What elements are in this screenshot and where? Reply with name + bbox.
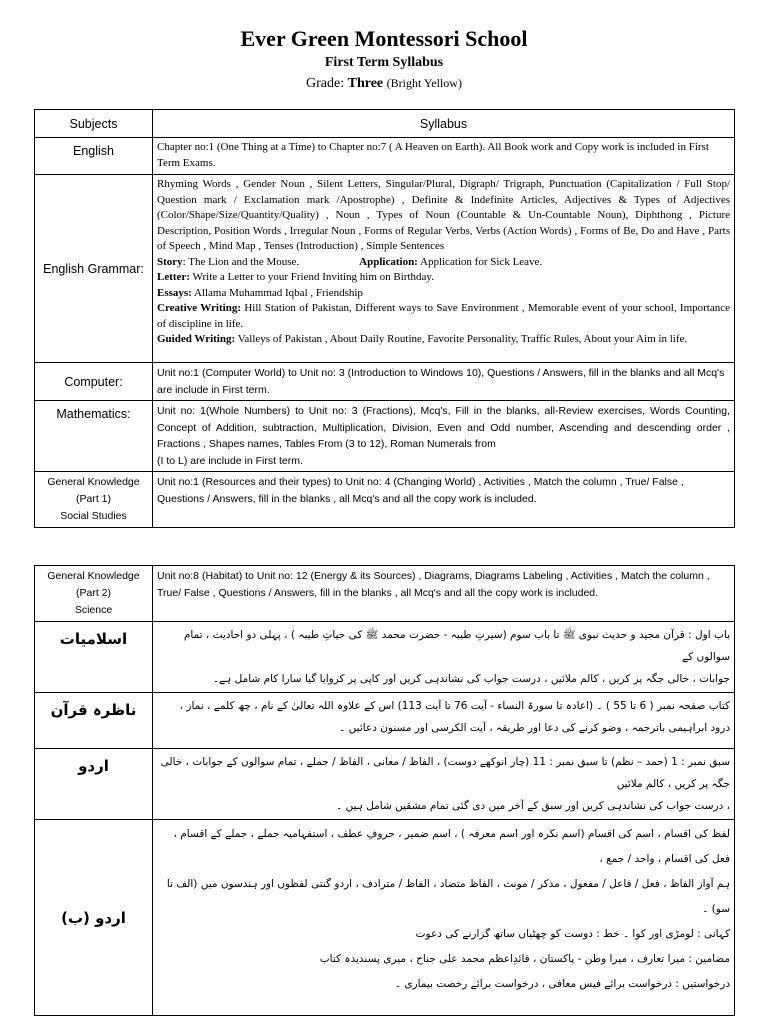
subject-english-grammar: English Grammar: bbox=[35, 175, 153, 363]
grammar-guided-line bbox=[157, 332, 730, 348]
syllabus-header: Syllabus bbox=[153, 110, 735, 138]
urdu-line2: ، درست جواب کی نشاندہی کریں اور سبق کے آخر میں دی گئی تمام مشقیں شامل ہیں ۔ bbox=[336, 800, 730, 812]
urdu-b-line3: کہانی : لومڑی اور کوا ۔ خط : دوست کو چھٹیاں ساتھ گزارنے کی دعوت bbox=[415, 928, 730, 940]
subject-urdu: اردو bbox=[35, 749, 153, 820]
syllabus-table-1 bbox=[34, 109, 735, 528]
creative-text: Hill Station of Pakistan, Different ways to Save Environment , Memorable event of your school, Importance of discipline in life. bbox=[157, 302, 730, 330]
grade-label: Grade: bbox=[306, 76, 345, 91]
application-label: Application: bbox=[359, 255, 418, 268]
syllabus-english-grammar bbox=[153, 175, 735, 363]
guided-text: Valleys of Pakistan , About Daily Routine, Favorite Personality, Traffic Rules, About your Aim in life. bbox=[235, 333, 688, 345]
syllabus-mathematics bbox=[153, 401, 735, 472]
urdu-b-line5: درخواستیں : درخواست برائے فیس معافی ، درخواست برائے رخصت بیماری ۔ bbox=[394, 978, 730, 990]
table-row bbox=[35, 138, 735, 175]
table-row bbox=[35, 622, 735, 693]
subject-gk-part1 bbox=[35, 472, 153, 528]
guided-label: Guided Writing: bbox=[157, 333, 236, 345]
table-row bbox=[35, 175, 735, 363]
grammar-topics: Rhyming Words , Gender Noun , Silent Letters, Singular/Plural, Digraph/ Trigraph, Punctuation (Capitalization / Full Stop/ Question mark / Exclamation mark /Apostrophe) , Definite & Indefinite Articles, Adjectives & Types of Adjectives (Color/Shape/Size/Quantity/Quality) , Noun , Types of Noun (Countable & Un-Countable Noun), Diphthong , Picture Description, Position Words , Irregular Noun , Forms of Regular Verbs, Verbs (Action Words) , Forms of Be, Do and Have , Parts of Speech , Mind Map , Tenses (Introduction) , Simple Sentences bbox=[157, 178, 730, 252]
subject-urdu-b: اردو (ب) bbox=[35, 820, 153, 1016]
urdu-b-line1: لفظ کی اقسام ، اسم کی اقسام (اسم نکرہ اور اسم معرفہ ) ، اسم ضمیر ، حروفِ عطف ، استفہامیہ جملے ، جملے کے اقسام ، فعل کی اقسام ، واحد / جمع ، bbox=[173, 828, 730, 865]
grammar-essays-line bbox=[157, 286, 730, 302]
gk1-line2: (Part 1) bbox=[75, 493, 111, 505]
term-title: First Term Syllabus bbox=[324, 55, 444, 70]
gk2-line3: Science bbox=[74, 604, 113, 616]
table-header-row bbox=[35, 110, 735, 138]
mathematics-text-2: (I to L) are include in First term. bbox=[157, 454, 303, 467]
table-row bbox=[35, 820, 735, 1016]
grammar-letter-line bbox=[157, 270, 730, 286]
document-header bbox=[0, 26, 768, 93]
table-row bbox=[35, 401, 735, 472]
story-text: : The Lion and the Mouse. bbox=[182, 255, 300, 268]
grammar-creative-line bbox=[157, 301, 730, 332]
syllabus-urdu-b bbox=[153, 820, 735, 1016]
gk1-line3: Social Studies bbox=[60, 510, 127, 522]
letter-text: Write a Letter to your Friend Inviting him on Birthday. bbox=[189, 271, 434, 283]
essays-text: Allama Muhammad Iqbal , Friendship bbox=[191, 286, 363, 299]
islamiyat-line1: باب اول : قرآن مجید و حدیث نبوی ﷺ تا باب سوم (سیرتِ طیبہ - حضرت محمد ﷺ کی حیاتِ طیبہ ) ، پہلی دو احادیث ، تمام سوالوں کے bbox=[183, 629, 730, 663]
nazra-line2: درود ابراہیمی باترجمہ ، وضو کرنے کی دعا اور طریقہ ، آیت الکرسی اور مسنون دعائیں ۔ bbox=[339, 722, 730, 734]
syllabus-urdu bbox=[153, 749, 735, 820]
syllabus-islamiyat bbox=[153, 622, 735, 693]
subject-gk-part2 bbox=[35, 566, 153, 622]
essays-label: Essays: bbox=[157, 286, 192, 299]
syllabus-computer: Unit no:1 (Computer World) to Unit no: 3 (Introduction to Windows 10), Questions / Answers, fill in the blanks and all Mcq's are include in First term. bbox=[153, 363, 735, 401]
nazra-line1: کتاب صفحہ نمبر ( 6 تا 55 ) ۔ (اعادہ تا سورۃ النساء - آیت 76 تا آیت 113) اس کے علاوہ اللہ تعالیٰ کے نام ، چھ کلمے ، نماز ، bbox=[179, 700, 730, 712]
subject-mathematics: Mathematics: bbox=[35, 401, 153, 472]
islamiyat-line2: جوابات ، خالی جگہ پر کریں ، کالم ملائیں ، درست جواب کی نشاندہی کریں اور کاپی پر کروایا گیا سارا کام شامل ہے۔ bbox=[212, 673, 730, 685]
subject-english: English bbox=[35, 138, 153, 175]
urdu-line1: سبق نمبر : 1 (حمد – نظم) تا سبق نمبر : 11 (چار انوکھے دوست) ، الفاظ / معانی ، الفاظ / جملے ، تمام سوالوں کے جوابات ، خالی جگہ پر کریں ، کالم ملائیں bbox=[160, 756, 730, 790]
table-row bbox=[35, 566, 735, 622]
gk2-line2: (Part 2) bbox=[75, 587, 111, 599]
letter-label: Letter: bbox=[157, 271, 190, 283]
subject-islamiyat: اسلامیات bbox=[35, 622, 153, 693]
gk1-line1: General Knowledge bbox=[47, 476, 140, 488]
table-row bbox=[35, 363, 735, 401]
syllabus-nazra-quran bbox=[153, 693, 735, 749]
grammar-story-line bbox=[157, 255, 730, 271]
syllabus-table-2 bbox=[34, 565, 735, 1016]
table-row bbox=[35, 693, 735, 749]
application-text: Application for Sick Leave. bbox=[417, 255, 543, 268]
urdu-b-line4: مضامین : میرا تعارف ، میرا وطن - پاکستان ، قائدِاعظم محمد علی جناح ، میری پسندیدہ کتاب bbox=[319, 953, 730, 965]
syllabus-gk-part2: Unit no:8 (Habitat) to Unit no: 12 (Energy & its Sources) , Diagrams, Diagrams Labeling , Activities , Match the column , True/ False , Questions / Answers, fill in the blanks , all Mcq's and all the copy work is included. bbox=[153, 566, 735, 622]
mathematics-text: Unit no: 1(Whole Numbers) to Unit no: 3 (Fractions), Mcq's, Fill in the blanks, all-Review exercises, Words Counting, Concept of Addition, subtraction, Multiplication, Division, Even and Odd number, Ascending and descending order , Fractions , Shapes names, Tables From (3 to 12), Roman Numerals from bbox=[157, 405, 730, 450]
story-label: Story bbox=[157, 255, 183, 268]
subjects-header: Subjects bbox=[35, 110, 153, 138]
syllabus-gk-part1: Unit no:1 (Resources and their types) to Unit no: 4 (Changing World) , Activities , Match the column , True/ False , Questions / Answers, fill in the blanks , all Mcq's and all the copy work is included. bbox=[153, 472, 735, 528]
table-row bbox=[35, 749, 735, 820]
grade-value: Three bbox=[347, 76, 384, 91]
grade-line bbox=[0, 74, 768, 93]
subject-computer: Computer: bbox=[35, 363, 153, 401]
syllabus-english: Chapter no:1 (One Thing at a Time) to Chapter no:7 ( A Heaven on Earth). All Book work and Copy work is included in First Term Exams. bbox=[153, 138, 735, 175]
creative-label: Creative Writing: bbox=[157, 302, 241, 314]
school-name: Ever Green Montessori School bbox=[240, 26, 528, 51]
grade-note: (Bright Yellow) bbox=[386, 76, 462, 90]
subject-nazra-quran: ناظرہ قرآن bbox=[35, 693, 153, 749]
table-row bbox=[35, 472, 735, 528]
urdu-b-line2: ہم آواز الفاظ ، فعل / فاعل / مفعول ، مذکر / مونث ، الفاظ متضاد ، الفاظ / مترادف ، اردو گنتی لفظوں اور ہندسوں میں (الف تا سو) ۔ bbox=[166, 878, 730, 915]
gk2-line1: General Knowledge bbox=[47, 570, 140, 582]
